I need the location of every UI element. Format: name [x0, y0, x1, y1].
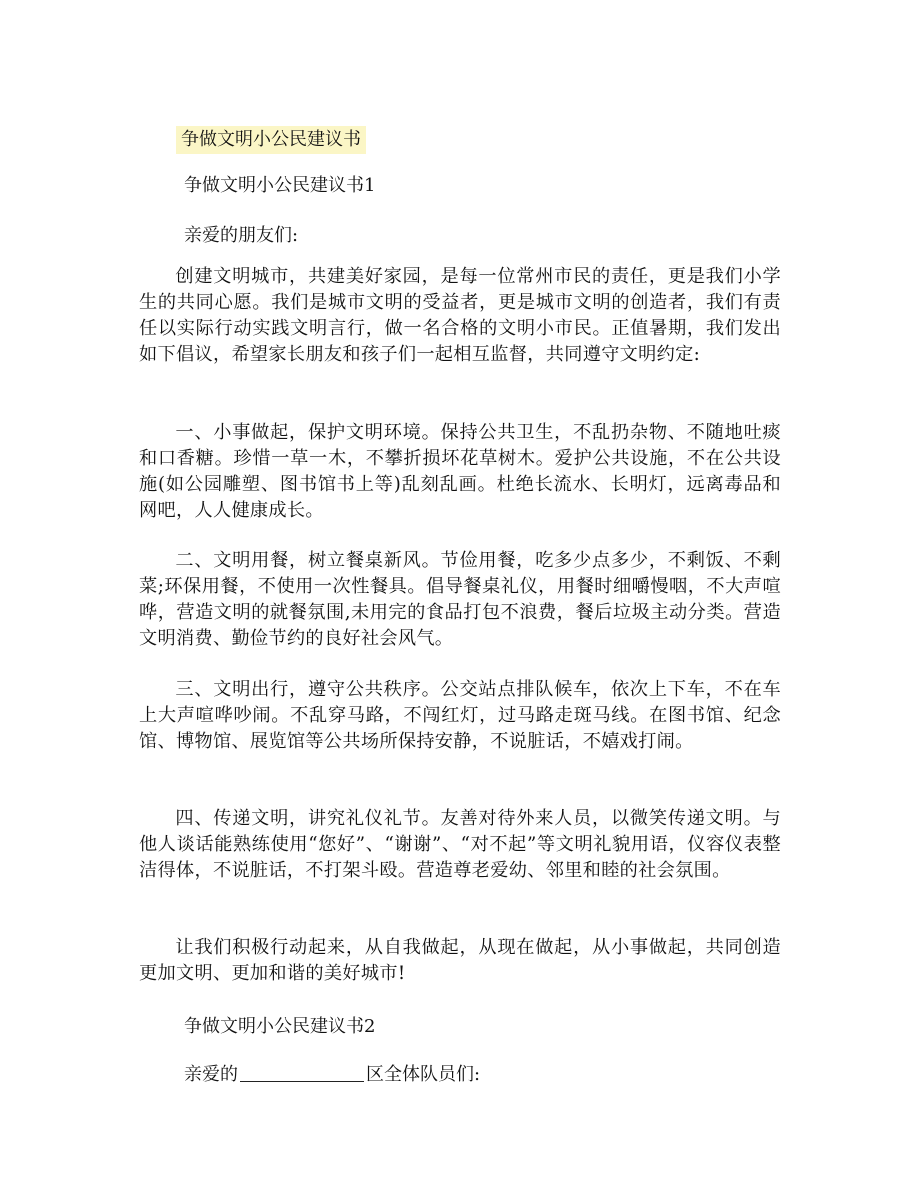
paragraph-dining: 二、文明用餐，树立餐桌新风。节俭用餐，吃多少点多少，不剩饭、不剩菜;环保用餐，不使用一次性餐具。倡导餐桌礼仪，用餐时细嚼慢咽，不大声喧哗，营造文明的就餐氛围,未用完的食品打包不浪费，餐后垃圾主动分类。营造文明消费、勤俭节约的良好社会风气。 — [139, 550, 781, 649]
greeting-2 — [184, 1062, 480, 1088]
paragraph-etiquette: 四、传递文明，讲究礼仪礼节。友善对待外来人员，以微笑传递文明。与他人谈话能熟练使用“您好”、“谢谢”、“对不起”等文明礼貌用语，仪容仪表整洁得体，不说脏话，不打架斗殴。营造尊老爱幼、邻里和睦的社会氛围。 — [139, 808, 781, 881]
section-2-heading: 争做文明小公民建议书2 — [184, 1016, 376, 1037]
paragraph-environment: 一、小事做起，保护文明环境。保持公共卫生，不乱扔杂物、不随地吐痰和口香糖。珍惜一草一木，不攀折损坏花草树木。爱护公共设施，不在公共设施(如公园雕塑、图书馆书上等)乱刻乱画。杜绝长流水、长明灯，远离毒品和网吧，人人健康成长。 — [139, 422, 781, 521]
paragraph-travel: 三、文明出行，遵守公共秩序。公交站点排队候车，依次上下车，不在车上大声喧哗吵闹。不乱穿马路，不闯红灯，过马路走斑马线。在图书馆、纪念馆、博物馆、展览馆等公共场所保持安静，不说脏话，不嬉戏打闹。 — [139, 679, 781, 752]
paragraph-closing: 让我们积极行动起来，从自我做起，从现在做起，从小事做起，共同创造更加文明、更加和谐的美好城市! — [139, 937, 781, 984]
paragraph-intro: 创建文明城市，共建美好家园，是每一位常州市民的责任，更是我们小学生的共同心愿。我们是城市文明的受益者，更是城市文明的创造者，我们有责任以实际行动实践文明言行，做一名合格的文明小市民。正值暑期，我们发出如下倡议，希望家长朋友和孩子们一起相互监督，共同遵守文明约定: — [139, 266, 781, 365]
greeting-2-prefix: 亲爱的 — [184, 1064, 238, 1085]
greeting-2-suffix: 区全体队员们: — [366, 1064, 481, 1085]
document-title: 争做文明小公民建议书 — [176, 126, 366, 154]
section-1-heading: 争做文明小公民建议书1 — [184, 175, 376, 196]
fill-in-blank-line — [240, 1063, 364, 1082]
greeting-1: 亲爱的朋友们: — [184, 225, 299, 246]
